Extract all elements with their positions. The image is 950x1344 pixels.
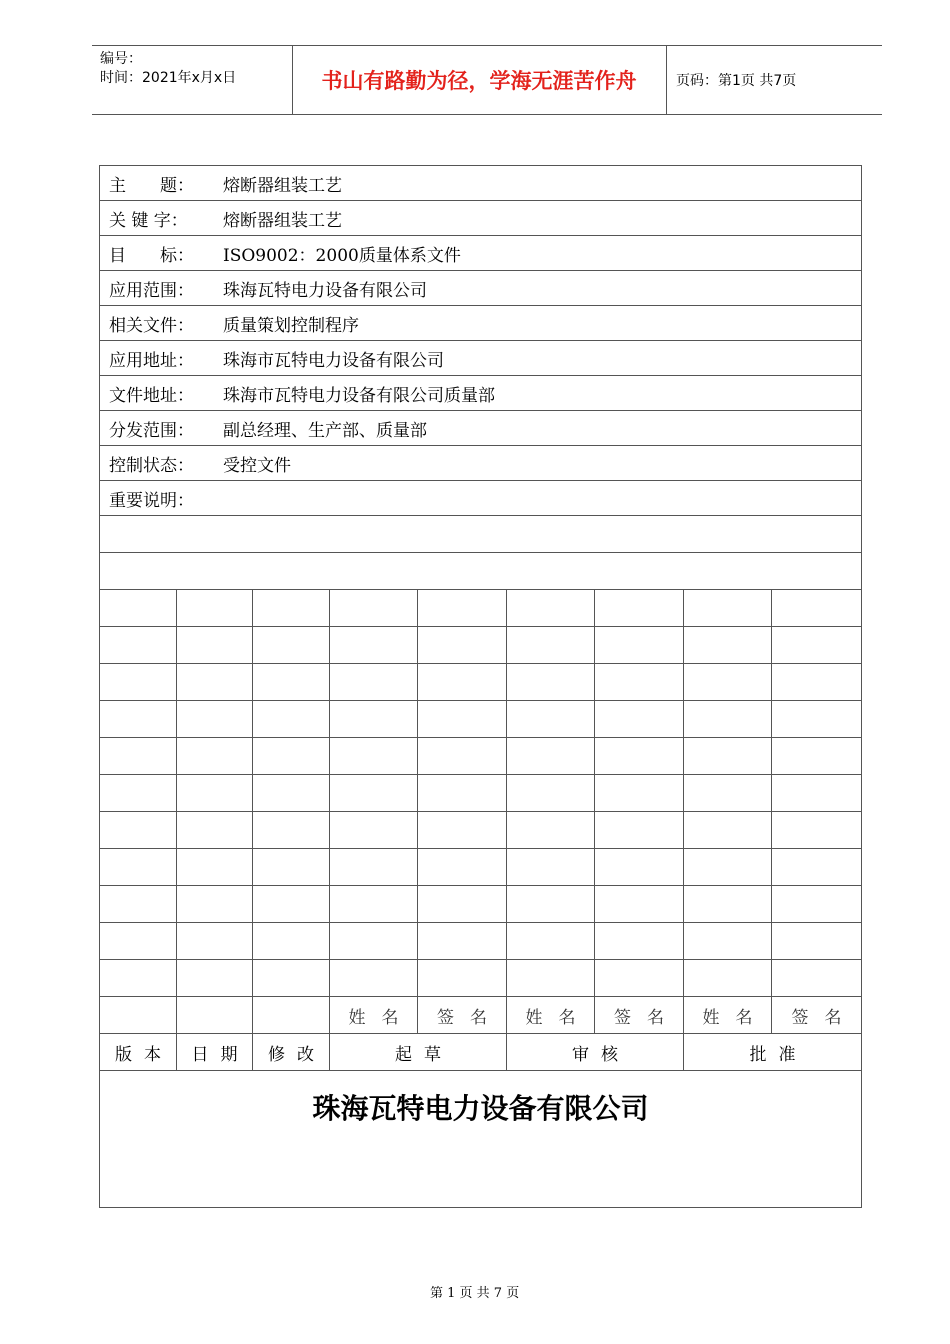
revision-grid-cell [177,590,253,627]
revision-grid-cell [684,886,772,923]
revision-grid-cell [772,812,862,849]
draft-header: 起草 [330,1034,507,1071]
revision-grid-cell [177,701,253,738]
info-value: ISO9002：2000质量体系文件 [223,245,461,266]
info-value: 受控文件 [223,455,291,476]
signature-header: 签名 [772,997,862,1034]
revision-grid-cell [684,775,772,812]
signature-header-row [100,997,862,1034]
revision-grid-cell [177,775,253,812]
revision-grid-cell [507,923,595,960]
revision-grid-cell [177,812,253,849]
revision-grid-cell [177,738,253,775]
name-header: 姓名 [507,997,595,1034]
signature-header: 签名 [418,997,507,1034]
revision-grid-cell [100,886,177,923]
revision-grid-cell [177,627,253,664]
info-label: 目 标： [109,245,194,266]
info-row-file-address [100,376,862,411]
revision-grid-cell [253,812,330,849]
revision-grid-cell [100,590,177,627]
info-label: 主 题： [109,175,194,196]
revision-grid-cell [595,590,684,627]
revision-grid-cell [330,627,418,664]
revision-grid-cell [177,664,253,701]
info-row-scope [100,271,862,306]
revision-grid-cell [772,627,862,664]
revision-grid-cell [330,812,418,849]
doc-time-label: 时间：2021年x月x日 [100,70,237,86]
info-label: 重要说明： [109,490,194,511]
revision-grid-cell [595,849,684,886]
info-row-subject [100,166,862,201]
info-row-related-docs [100,306,862,341]
revision-grid-cell [418,886,507,923]
revision-grid-cell [595,664,684,701]
revision-grid-cell [507,775,595,812]
revision-grid-cell [253,627,330,664]
revision-grid-cell [100,738,177,775]
revision-grid-cell [507,738,595,775]
revision-grid-cell [330,701,418,738]
revision-grid-cell [772,960,862,997]
name-header: 姓名 [330,997,418,1034]
info-value: 质量策划控制程序 [223,315,359,336]
info-label: 应用范围： [109,280,194,301]
info-label: 控制状态： [109,455,194,476]
info-row-distribution [100,411,862,446]
revision-grid-cell [772,775,862,812]
info-row-important-notes [100,481,862,516]
revision-grid-cell [330,664,418,701]
info-value: 珠海瓦特电力设备有限公司 [223,280,427,301]
revision-grid-row [100,960,862,997]
empty-cell [253,997,330,1034]
revision-grid-row [100,627,862,664]
doc-number-label: 编号： [100,51,142,67]
revision-grid-cell [330,849,418,886]
page-footer: 第 1 页 共 7 页 [430,1286,520,1301]
role-header-row [100,1034,862,1071]
revision-grid-cell [177,886,253,923]
empty-cell [100,997,177,1034]
revision-grid-cell [418,627,507,664]
info-label: 关 键 字： [109,210,188,231]
revision-grid-row [100,664,862,701]
revision-grid-cell [507,849,595,886]
revision-grid-cell [684,664,772,701]
info-value: 珠海市瓦特电力设备有限公司 [223,350,444,371]
empty-cell [177,997,253,1034]
revision-grid-cell [177,923,253,960]
revision-grid-row [100,590,862,627]
revision-grid-cell [100,664,177,701]
revision-grid [100,590,862,997]
revision-grid-cell [330,738,418,775]
header-motto: 书山有路勤为径，学海无涯苦作舟 [321,68,637,93]
revision-grid-cell [253,590,330,627]
revision-grid-cell [507,960,595,997]
info-value: 副总经理、生产部、质量部 [223,420,427,441]
review-header: 审核 [507,1034,684,1071]
revision-grid-cell [100,812,177,849]
info-label: 分发范围： [109,420,194,441]
revision-grid-cell [595,775,684,812]
revision-grid-cell [595,812,684,849]
revision-grid-cell [100,701,177,738]
revision-grid-cell [330,775,418,812]
info-row-app-address [100,341,862,376]
info-value: 熔断器组装工艺 [223,210,342,231]
name-header: 姓名 [684,997,772,1034]
revision-grid-cell [684,590,772,627]
revision-grid-cell [253,701,330,738]
revision-grid-cell [418,590,507,627]
revision-grid-cell [684,627,772,664]
revision-grid-row [100,886,862,923]
revision-grid-cell [507,812,595,849]
revision-grid-cell [100,960,177,997]
revision-grid-cell [253,923,330,960]
company-row [100,1071,862,1208]
revision-grid-cell [595,886,684,923]
info-label: 文件地址： [109,385,194,406]
revision-grid-cell [418,664,507,701]
revision-grid-cell [330,590,418,627]
info-row-target [100,236,862,271]
revision-grid-cell [330,960,418,997]
revision-grid-cell [100,627,177,664]
header-page-number: 页码：第1页 共7页 [676,73,797,89]
revision-grid-cell [507,590,595,627]
revision-grid-cell [595,627,684,664]
info-row-keywords [100,201,862,236]
revision-grid-row [100,849,862,886]
revision-grid-cell [253,664,330,701]
revision-grid-cell [595,923,684,960]
revision-grid-row [100,812,862,849]
approve-header: 批准 [684,1034,862,1071]
revision-grid-cell [772,849,862,886]
revision-grid-row [100,775,862,812]
header-meta [100,50,236,88]
document-control-table [99,165,862,1208]
revision-grid-cell [684,960,772,997]
revision-grid-cell [595,960,684,997]
info-row-control-status [100,446,862,481]
page-header [92,45,882,115]
revision-grid-cell [684,738,772,775]
revision-grid-cell [418,960,507,997]
revision-grid-cell [772,923,862,960]
date-header: 日期 [177,1034,253,1071]
version-header: 版本 [100,1034,177,1071]
revision-grid-row [100,923,862,960]
revision-grid-cell [418,738,507,775]
revision-grid-cell [177,849,253,886]
header-divider [666,46,667,114]
revision-grid-row [100,738,862,775]
revision-grid-cell [772,701,862,738]
revision-grid-cell [418,812,507,849]
revision-grid-cell [507,627,595,664]
revision-grid-cell [100,849,177,886]
revision-grid-cell [253,960,330,997]
revision-grid-cell [100,775,177,812]
revision-grid-cell [507,701,595,738]
revision-grid-cell [507,886,595,923]
info-value: 熔断器组装工艺 [223,175,342,196]
revision-grid-row [100,701,862,738]
revision-grid-cell [253,849,330,886]
revision-grid-cell [253,886,330,923]
revision-grid-cell [418,923,507,960]
revision-grid-cell [418,775,507,812]
notes-blank-row [100,516,862,553]
signature-header: 签名 [595,997,684,1034]
company-name: 珠海瓦特电力设备有限公司 [312,1092,649,1125]
revision-grid-cell [253,775,330,812]
revision-grid-cell [330,886,418,923]
modify-header: 修改 [253,1034,330,1071]
revision-grid-cell [772,886,862,923]
info-label: 相关文件： [109,315,194,336]
revision-grid-cell [253,738,330,775]
info-value: 珠海市瓦特电力设备有限公司质量部 [223,385,495,406]
revision-grid-cell [684,812,772,849]
revision-grid-cell [100,923,177,960]
revision-grid-cell [684,701,772,738]
revision-grid-cell [772,664,862,701]
info-label: 应用地址： [109,350,194,371]
notes-blank-row [100,553,862,590]
revision-grid-cell [177,960,253,997]
revision-grid-cell [684,923,772,960]
revision-grid-cell [772,590,862,627]
revision-grid-cell [418,849,507,886]
revision-grid-cell [772,738,862,775]
revision-grid-cell [418,701,507,738]
revision-grid-cell [684,849,772,886]
revision-grid-cell [595,738,684,775]
revision-grid-cell [330,923,418,960]
revision-grid-cell [507,664,595,701]
revision-grid-cell [595,701,684,738]
